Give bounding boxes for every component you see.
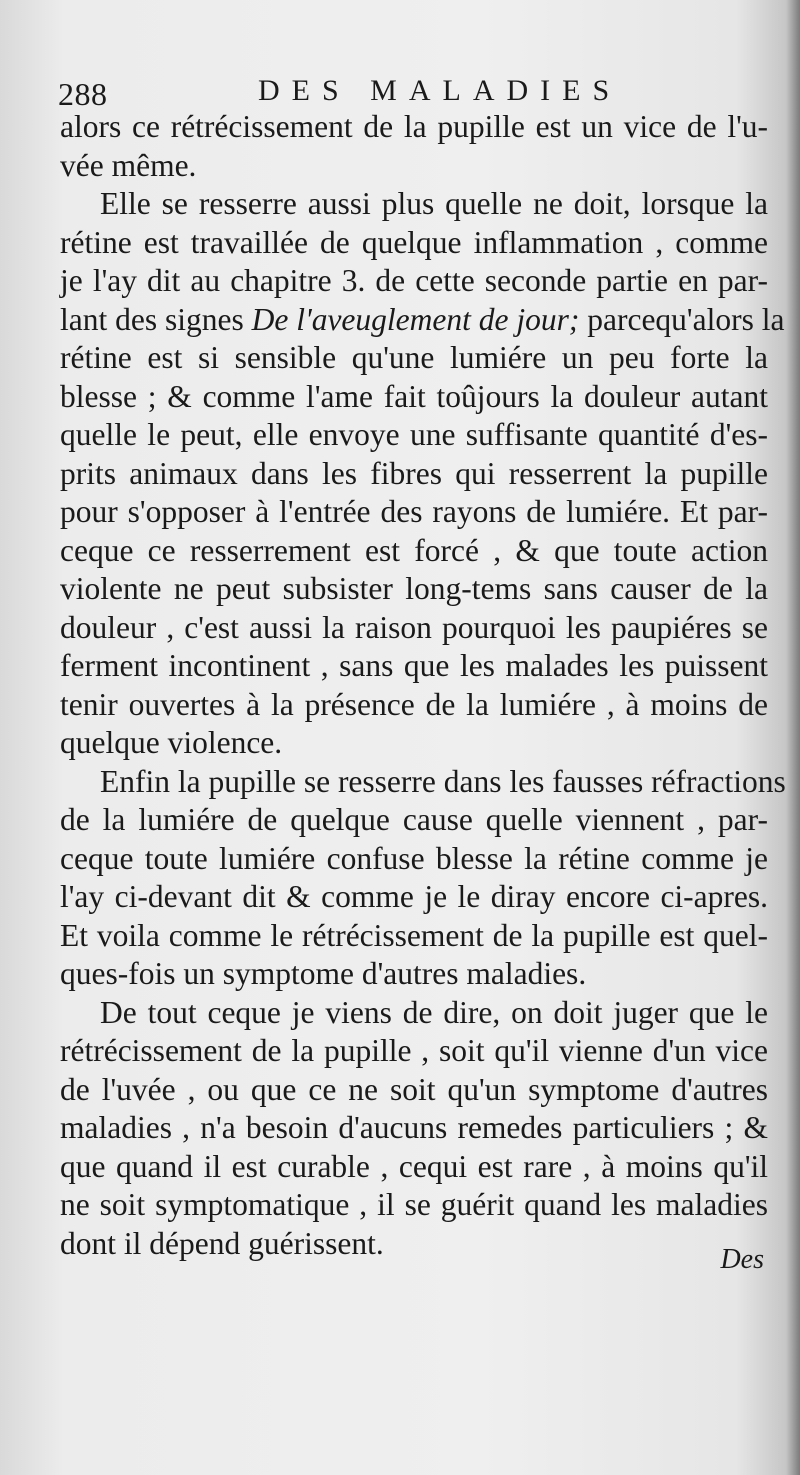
paragraph-1 (60, 108, 768, 185)
text-line: vée même. (60, 147, 197, 183)
italic-title: De l'aveuglement de jour; (251, 301, 580, 337)
text-line-with-italic (60, 301, 785, 340)
text-line: Et voila comme le rétrécissement de la pupille est quel- (60, 917, 768, 953)
text-line: ne soit symptomatique , il se guérit quand les maladies (60, 1187, 768, 1222)
text-line: De tout ceque je viens de dire, on doit juger que le (100, 994, 768, 1030)
text-line: blesse ; & comme l'ame fait toûjours la douleur autant (60, 378, 768, 414)
text-line: pour s'opposer à l'entrée des rayons de lumiére. Et par- (60, 494, 768, 529)
page-number: 288 (58, 76, 108, 112)
text-line: je l'ay dit au chapitre 3. de cette seconde partie en par- (60, 263, 768, 298)
text-line: Enfin la pupille se resserre dans les fausses réfractions (100, 763, 786, 799)
body-text (60, 108, 786, 1263)
text-line: de la lumiére de quelque cause quelle viennent , par- (60, 802, 768, 837)
text-line: violente ne peut subsister long-tems sans causer de la (60, 571, 768, 606)
text-line: alors ce rétrécissement de la pupille est un vice de l'u- (60, 109, 768, 144)
text-line: que quand il est curable , cequi est rare , à moins qu'il (60, 1148, 768, 1184)
text-line: maladies , n'a besoin d'aucuns remedes particuliers ; & (60, 1110, 768, 1145)
text-line: tenir ouvertes à la présence de la lumiére , à moins de (60, 686, 768, 722)
text-line: rétine est travaillée de quelque inflammation , comme (60, 224, 768, 260)
text-line: prits animaux dans les fibres qui resserrent la pupille (60, 455, 768, 491)
text-segment: lant des signes (60, 301, 244, 337)
running-head: DES MALADIES (258, 74, 622, 107)
text-line: dont il dépend guérissent. (60, 1225, 384, 1261)
paragraph-4 (60, 994, 768, 1264)
text-line: quelle le peut, elle envoye une suffisante quantité d'es- (60, 417, 768, 452)
catchword: Des (720, 1244, 764, 1275)
text-line: ques-fois un symptome d'autres maladies. (60, 956, 587, 991)
text-line: douleur , c'est aussi la raison pourquoi les paupiéres se (60, 609, 768, 645)
text-line: rétrécissement de la pupille , soit qu'il vienne d'un vice (60, 1033, 768, 1068)
text-line: ceque toute lumiére confuse blesse la rétine comme je (60, 840, 768, 876)
text-segment: parcequ'alors la (587, 301, 785, 337)
page-edge-shadow (786, 0, 800, 1475)
text-line: Elle se resserre aussi plus quelle ne doit, lorsque la (100, 186, 768, 221)
paragraph-2 (60, 185, 785, 763)
text-line: l'ay ci-devant dit & comme je le diray encore ci-apres. (60, 879, 768, 914)
paragraph-3 (60, 763, 786, 994)
text-line: quelque violence. (60, 725, 283, 760)
text-line: rétine est si sensible qu'une lumiére un peu forte la (60, 340, 768, 375)
text-line: ceque ce resserrement est forcé , & que toute action (60, 532, 768, 568)
text-line: ferment incontinent , sans que les malades les puissent (60, 648, 768, 683)
text-line: de l'uvée , ou que ce ne soit qu'un symptome d'autres (60, 1071, 768, 1107)
